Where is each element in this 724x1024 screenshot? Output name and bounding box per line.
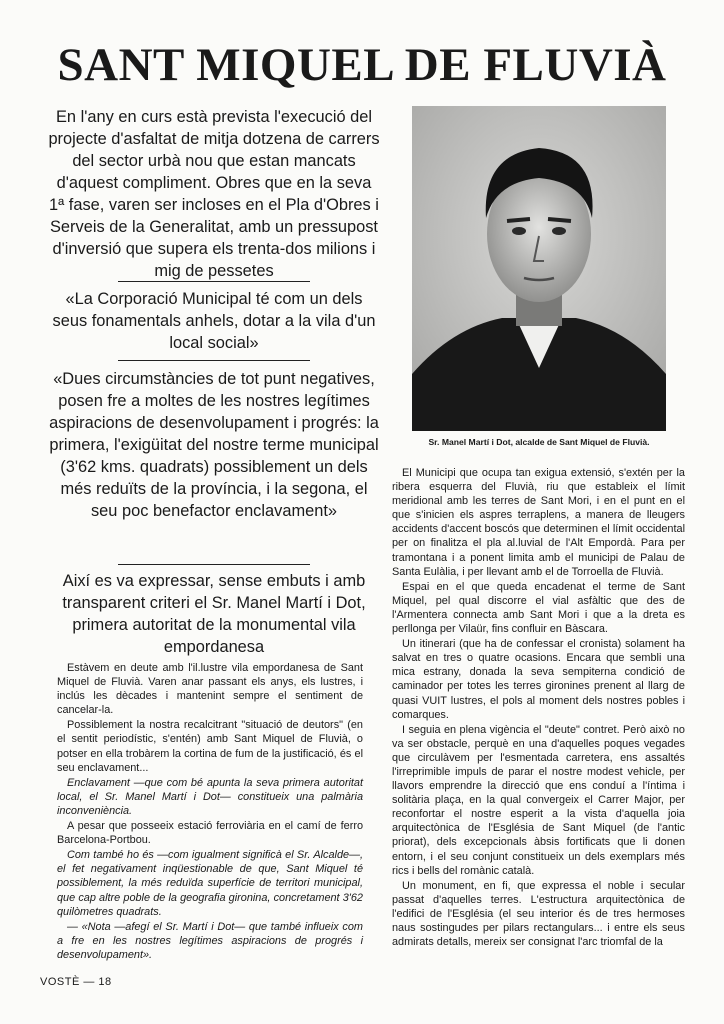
- left-paragraph: — «Nota —afegí el Sr. Martí i Dot— que també influeix com a fre en les nostres legítimes aspiracions de progrés i desenvolupament».: [57, 920, 363, 961]
- quote-social-venue: «La Corporació Municipal té com un dels seus fonamentals anhels, dotar a la vila d'un local social»: [52, 290, 376, 352]
- right-paragraph: I seguia en plena vigència el "deute" contret. Però això no va ser obstacle, perquè en una d'aquelles poques vegades que circulàvem per l'esmentada carretera, ens assaltés l'irreprimible impuls de parar el nostre modest vehicle, per llavors emprendre la direcció que ens conduí a l'íntima i solitària plaça, en la qual convergeix el Carrer Major, per reconfortar el nostre esperit a la vista d'aquella joia arquitectònica de l'Església de Sant Miquel (de l'antic priorat), dels excepcionals àbsis fortificats que li donen entorn, i el seu conjunt constitueix un dels exemplars més rics i bells del romànic català.: [392, 723, 685, 877]
- divider-3: [118, 564, 310, 565]
- right-paragraph: Un itinerari (que ha de confessar el cronista) solament ha salvat en tres o quatre ocasions. Encara que sembli una mica estrany, donada la seva sempiterna condició de caminador per totes les terres gironines prenent al llarg de quasi VUIT lustres, el pols al moment dels nostres pobles i comarques.: [392, 638, 685, 721]
- left-paragraph: Possiblement la nostra recalcitrant "situació de deutors" (en el sentit periodístic, s'entén) amb Sant Miquel de Fluvià, o potser en ella trobàrem la cortina de fum de la justificació, és el seu enclavament...: [57, 719, 363, 774]
- divider-2: [118, 360, 310, 361]
- quote-circumstances: «Dues circumstàncies de tot punt negatives, posen fre a moltes de les nostres legítimes aspiracions de desenvolupament i progrés: la primera, l'exigüitat del nostre terme municipal (3'62 kms. quadrats) possiblement un dels més reduïts de la província, i la segona, el seu poc benefactor enclavament»: [49, 370, 379, 520]
- article-title: SANT MIQUEL DE FLUVIÀ: [57, 39, 667, 91]
- lead-paragraph-mayor: Així es va expressar, sense embuts i amb transparent criteri el Sr. Manel Martí i Dot, primera autoritat de la monumental vila empordanesa: [62, 572, 366, 656]
- right-paragraph: Espai en el que queda encadenat el terme de Sant Miquel, pel qual discorre el vial asfàltic que des de l'Armentera connecta amb Sant Mori i que a la dreta es perllonga per Vilaür, fins confluir en Bàscara.: [392, 580, 685, 636]
- lead-paragraph-asphalt: En l'any en curs està prevista l'execució del projecte d'asfaltat de mitja dotzena de carrers del sector urbà nou que estan mancats d'aquest compliment. Obres que en la seva 1ª fase, varen ser incloses en el Pla d'Obres i Serveis de la Generalitat, amb un pressupost d'inversió que supera els trenta-dos milions i mig de pessetes: [48, 108, 380, 280]
- mayor-portrait-photo: [412, 106, 666, 431]
- divider-1: [118, 281, 310, 282]
- right-text-column: [392, 466, 685, 950]
- photo-caption: Sr. Manel Martí i Dot, alcalde de Sant Miquel de Fluvià.: [428, 437, 650, 447]
- right-paragraph: Un monument, en fi, que expressa el noble i secular passat d'aquelles terres. L'estructura arquitectònica de l'edifici de l'Església (el seu interior és de tres hermoses naus sostingudes per pilars rectangulars... i entre els seus admirats detalls, mereix ser consignat l'arc triomfal de la: [392, 879, 685, 949]
- left-paragraph: Com també ho és —com igualment significà el Sr. Alcalde—, el fet negativament inqüestionable de que, Sant Miquel té possiblement, la més reduïda superfície de territori municipal, que cap altre poble de la geografia gironina, concretament 3'62 quilòmetres quadrats.: [57, 849, 363, 918]
- right-paragraph: El Municipi que ocupa tan exigua extensió, s'extén per la ribera esquerra del Fluvià, riu que estableix el límit meridional amb les terres de Sant Mori, i en el punt en el que s'inicien els aspres terraplens, a manera de lleugers accidents d'accent boscós que determinen el límit occidental per on finalitza el pla al.luvial de l'Alt Empordà. Para per tramontana i a ponent limita amb el municipi de Palau de Santa Eulàlia, i per llevant amb el de Torroella de Fluvià.: [392, 467, 685, 578]
- page-footer: VOSTÈ — 18: [40, 976, 112, 988]
- portrait-illustration: [412, 106, 666, 431]
- left-paragraph: Estàvem en deute amb l'il.lustre vila empordanesa de Sant Miquel de Fluvià. Varen anar passant els anys, els lustres, i inclús les dècades i mantenint sempre el sentiment de cancelar-la.: [57, 662, 363, 717]
- left-paragraph: Enclavament —que com bé apunta la seva primera autoritat local, el Sr. Manel Martí i Dot— constitueix una palmària inconveniència.: [57, 776, 363, 817]
- left-text-column: [57, 661, 363, 963]
- left-paragraph: A pesar que posseeix estació ferroviària en el camí de ferro Barcelona-Portbou.: [57, 820, 363, 847]
